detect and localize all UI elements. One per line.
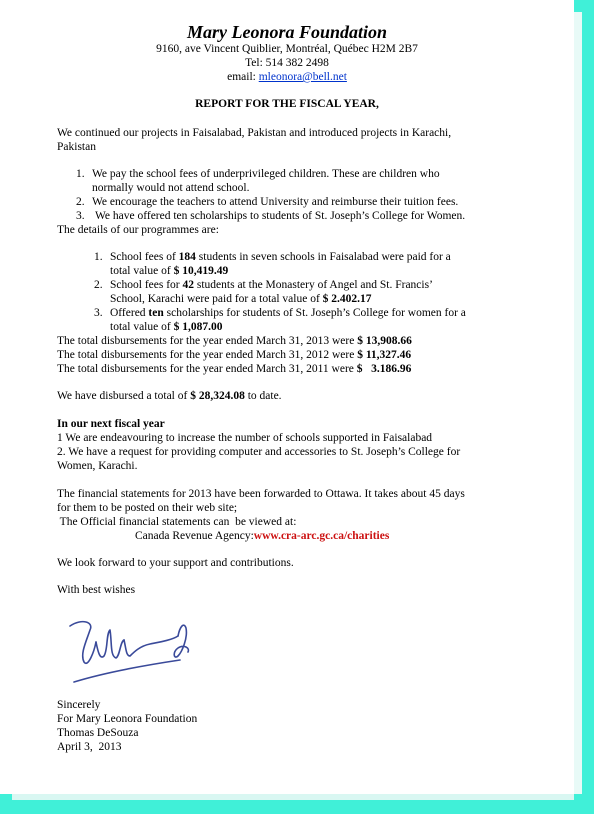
- agency-line: [135, 529, 389, 543]
- programme-number: 1.: [94, 251, 103, 263]
- activity-text: normally would not attend school.: [92, 182, 250, 194]
- org-name: Mary Leonora Foundation: [186, 22, 388, 42]
- agency-url[interactable]: www.cra-arc.gc.ca/charities: [253, 530, 390, 542]
- next-year-item: 1 We are endeavouring to increase the number of schools supported in Faisalabad: [57, 432, 433, 444]
- programme-line: School fees for 42 students at the Monastery of Angel and St. Francis’: [110, 279, 433, 291]
- page-shadow-bottom: [12, 794, 574, 800]
- sincerely-line: Sincerely: [57, 699, 101, 711]
- next-year-item: 2. We have a request for providing computer and accessories to St. Joseph’s College for: [57, 446, 461, 458]
- programme-line: total value of $ 10,419.49: [110, 265, 229, 277]
- for-org-line: For Mary Leonora Foundation: [57, 713, 198, 725]
- activity-text: We have offered ten scholarships to students of St. Joseph’s College for Women.: [95, 210, 466, 222]
- programme-number: 3.: [94, 307, 103, 319]
- activity-text: We pay the school fees of underprivileged children. These are children who: [92, 168, 440, 180]
- programme-line: School, Karachi were paid for a total value of $ 2.402.17: [110, 293, 372, 305]
- disbursement-line: The total disbursements for the year ended March 31, 2013 were $ 13,908.66: [57, 335, 412, 347]
- financial-line: The Official financial statements can be viewed at:: [57, 516, 297, 528]
- activity-number: 2.: [76, 196, 85, 208]
- page-shadow-right: [574, 12, 582, 794]
- programmes-intro: The details of our programmes are:: [57, 224, 219, 236]
- activity-number: 1.: [76, 168, 85, 180]
- activity-number: 3.: [76, 210, 85, 222]
- total-disbursed: We have disbursed a total of $ 28,324.08 to date.: [57, 390, 282, 402]
- programme-line: total value of $ 1,087.00: [110, 321, 223, 333]
- activity-text: We encourage the teachers to attend University and reimburse their tuition fees.: [92, 196, 459, 208]
- programme-number: 2.: [94, 279, 103, 291]
- email-label: email:: [227, 71, 259, 83]
- intro-line-2: Pakistan: [57, 141, 96, 153]
- programme-line: School fees of 184 students in seven schools in Faisalabad were paid for a: [110, 251, 451, 263]
- next-year-item: Women, Karachi.: [57, 460, 138, 472]
- org-email: [0, 71, 574, 83]
- programme-line: Offered ten scholarships for students of St. Joseph’s College for women for a: [110, 307, 466, 319]
- org-phone: Tel: 514 382 2498: [245, 57, 329, 69]
- intro-line-1: We continued our projects in Faisalabad, Pakistan and introduced projects in Karachi,: [57, 127, 452, 139]
- report-title: REPORT FOR THE FISCAL YEAR,: [195, 98, 379, 110]
- wishes-line: With best wishes: [57, 584, 136, 596]
- signatory-name: Thomas DeSouza: [57, 727, 139, 739]
- disbursement-line: The total disbursements for the year ended March 31, 2011 were $ 3.186.96: [57, 363, 412, 375]
- org-address: 9160, ave Vincent Quiblier, Montréal, Québec H2M 2B7: [156, 43, 418, 55]
- signature-image: [60, 612, 210, 692]
- email-link[interactable]: mleonora@bell.net: [258, 71, 347, 83]
- financial-line: for them to be posted on their web site;: [57, 502, 238, 514]
- support-line: We look forward to your support and contributions.: [57, 557, 294, 569]
- next-year-heading: In our next fiscal year: [57, 418, 165, 430]
- disbursement-line: The total disbursements for the year ended March 31, 2012 were $ 11,327.46: [57, 349, 412, 361]
- financial-line: The financial statements for 2013 have been forwarded to Ottawa. It takes about 45 days: [57, 488, 465, 500]
- letter-date: April 3, 2013: [57, 741, 122, 753]
- agency-label: Canada Revenue Agency:: [135, 530, 254, 542]
